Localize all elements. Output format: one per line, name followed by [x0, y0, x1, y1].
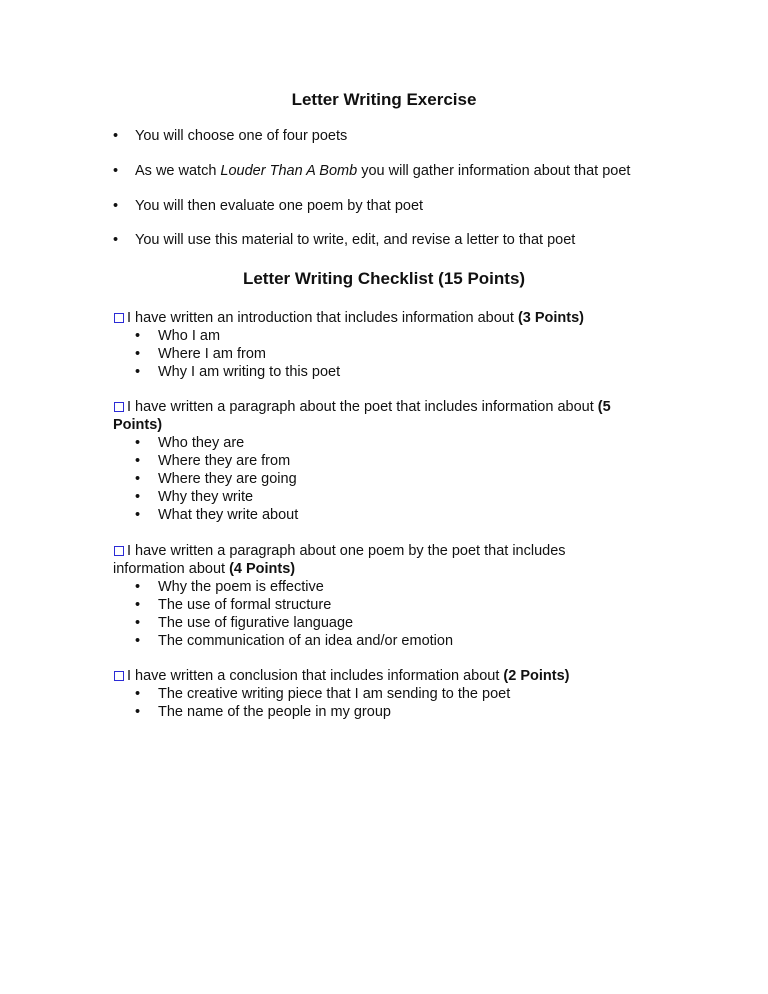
- list-item: [113, 345, 673, 363]
- list-item: [113, 632, 593, 650]
- bullet: •: [135, 328, 141, 344]
- exercise-item-text-part: As we watch: [135, 163, 221, 179]
- list-item-text: Where I am from: [158, 346, 266, 362]
- points-label: (2 Points): [503, 668, 570, 684]
- sub-list: [113, 578, 593, 650]
- bullet: •: [135, 615, 141, 631]
- checkbox-icon[interactable]: [114, 313, 124, 323]
- exercise-title: Letter Writing Exercise: [291, 90, 477, 109]
- list-item-text: Why the poem is effective: [158, 579, 324, 595]
- checklist-item-lead: [113, 398, 623, 434]
- checklist-item-lead: [113, 309, 673, 327]
- list-item: [113, 685, 673, 703]
- exercise-item: [113, 127, 347, 145]
- exercise-item-text: [135, 162, 630, 180]
- exercise-item: [113, 162, 630, 180]
- checklist-item-lead: [113, 667, 673, 685]
- bullet: •: [135, 704, 141, 720]
- list-item: [113, 363, 673, 381]
- checklist-section-conclusion: [113, 667, 673, 721]
- bullet: •: [113, 232, 119, 248]
- checklist-lead-text: I have written an introduction that includes information about: [127, 310, 518, 326]
- sub-list: [113, 434, 623, 524]
- bullet: •: [135, 489, 141, 505]
- checklist-section-poem: [113, 542, 593, 650]
- list-item-text: Why I am writing to this poet: [158, 364, 341, 380]
- sub-list: [113, 685, 673, 721]
- list-item: [113, 703, 673, 721]
- checklist-item-lead: [113, 542, 593, 578]
- list-item-text: Who I am: [158, 328, 221, 344]
- bullet: •: [135, 435, 141, 451]
- checkbox-icon[interactable]: [114, 402, 124, 412]
- exercise-item-text-part: You will use this material to write, edit, and revise a letter to that poet: [135, 232, 576, 248]
- bullet: •: [135, 633, 141, 649]
- checkbox-icon[interactable]: [114, 671, 124, 681]
- bullet: •: [135, 453, 141, 469]
- checklist-section-introduction: [113, 309, 673, 381]
- bullet: •: [135, 346, 141, 362]
- list-item: [113, 327, 673, 345]
- points-label: (4 Points): [229, 561, 296, 577]
- list-item: [113, 470, 623, 488]
- list-item: [113, 506, 623, 524]
- points-label: (3 Points): [517, 310, 584, 326]
- exercise-item-text: [135, 197, 423, 215]
- film-title: Louder Than A Bomb: [220, 163, 358, 179]
- checkbox-icon[interactable]: [114, 546, 124, 556]
- list-item-text: The creative writing piece that I am sending to the poet: [158, 686, 511, 702]
- exercise-item: [113, 231, 575, 249]
- checklist-lead-text: I have written a conclusion that includes information about: [127, 668, 504, 684]
- points-label: (5 Points): [113, 399, 611, 433]
- list-item-text: What they write about: [158, 507, 299, 523]
- list-item: [113, 452, 623, 470]
- bullet: •: [113, 128, 119, 144]
- bullet: •: [113, 163, 119, 179]
- list-item-text: Who they are: [158, 435, 245, 451]
- list-item-text: Why they write: [158, 489, 254, 505]
- list-item: [113, 578, 593, 596]
- bullet: •: [135, 471, 141, 487]
- bullet: •: [135, 364, 141, 380]
- list-item-text: The communication of an idea and/or emotion: [158, 633, 454, 649]
- checklist-title: Letter Writing Checklist (15 Points): [242, 269, 526, 288]
- exercise-item-text: [135, 231, 575, 249]
- sub-list: [113, 327, 673, 381]
- list-item-text: The use of figurative language: [158, 615, 354, 631]
- list-item: [113, 596, 593, 614]
- list-item-text: Where they are from: [158, 453, 291, 469]
- list-item-text: Where they are going: [158, 471, 297, 487]
- exercise-item: [113, 197, 423, 215]
- checklist-lead-text: I have written a paragraph about the poet that includes information about: [127, 399, 598, 415]
- exercise-item-text-part: You will then evaluate one poem by that poet: [135, 198, 424, 214]
- exercise-item-text-part: you will gather information about that poet: [357, 163, 631, 179]
- bullet: •: [135, 507, 141, 523]
- list-item: [113, 614, 593, 632]
- exercise-item-text: [135, 127, 347, 145]
- bullet: •: [135, 579, 141, 595]
- bullet: •: [113, 198, 119, 214]
- bullet: •: [135, 597, 141, 613]
- checklist-section-poet: [113, 398, 623, 524]
- list-item-text: The use of formal structure: [158, 597, 332, 613]
- exercise-item-text-part: You will choose one of four poets: [135, 128, 348, 144]
- list-item-text: The name of the people in my group: [158, 704, 391, 720]
- bullet: •: [135, 686, 141, 702]
- list-item: [113, 488, 623, 506]
- list-item: [113, 434, 623, 452]
- checklist-lead-text: I have written a paragraph about one poem by the poet that includes information about: [113, 543, 566, 577]
